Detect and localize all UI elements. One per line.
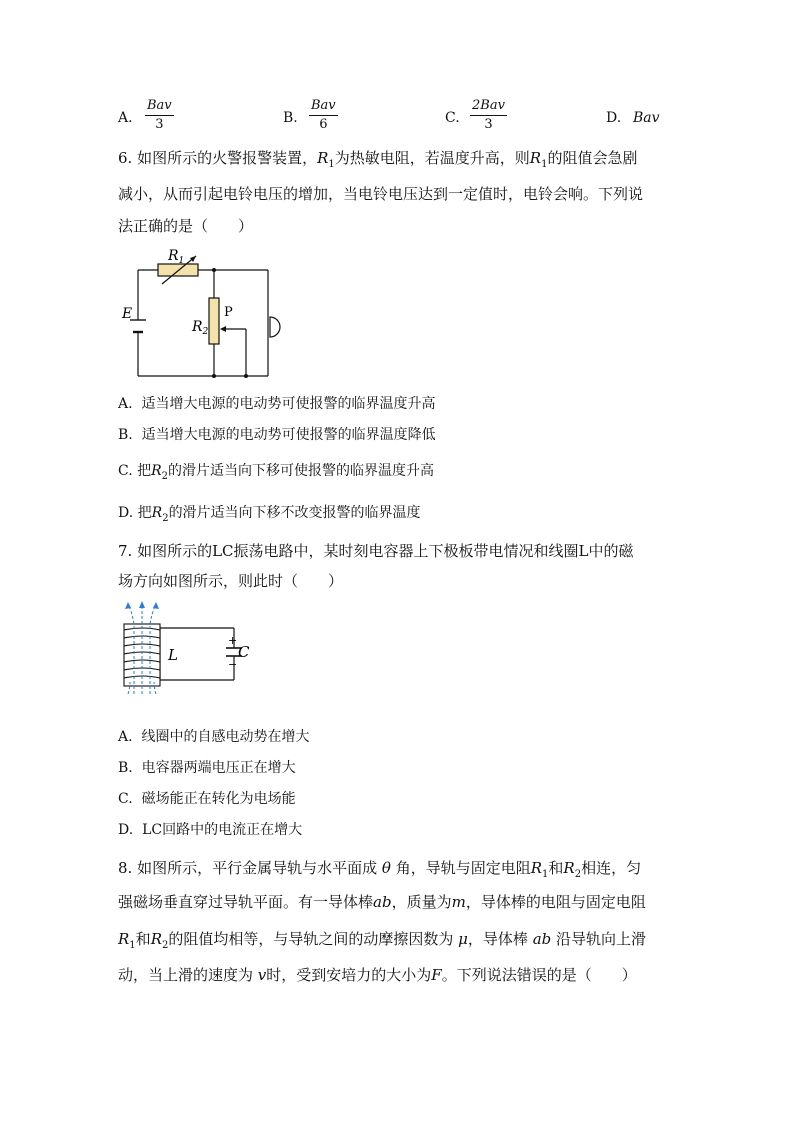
option-text: 的滑片适当向下移可使报警的临界温度升高: [168, 463, 435, 479]
r1-symbol: R: [118, 930, 130, 948]
r2-symbol: R: [563, 859, 575, 877]
option-label: C.: [118, 463, 133, 479]
q5-option-d-label: D.: [606, 110, 622, 126]
q8-stem-text: 和: [135, 930, 151, 948]
q6-r1-subscript: 1: [541, 159, 548, 170]
fig-p-label: P: [224, 305, 233, 320]
q5-option-b-label: B.: [283, 110, 298, 126]
r2-subscript: 2: [161, 940, 169, 951]
m-symbol: m: [451, 893, 466, 911]
option-label: D.: [118, 505, 134, 521]
q6-stem-line-1: [118, 147, 637, 176]
option-label: C.: [118, 791, 133, 807]
q8-stem-line-2: [118, 891, 646, 913]
r2-subscript: 2: [162, 512, 169, 524]
theta-symbol: θ: [381, 859, 391, 877]
q6-option-d: [118, 503, 421, 529]
fig-r1-label: $R_1$: [168, 248, 185, 266]
q6-stem-line-3: 法正确的是（ ）: [118, 217, 254, 235]
q7-option-c: [118, 789, 296, 809]
option-text: 适当增大电源的电动势可使报警的临界温度升高: [141, 396, 436, 412]
q8-stem-line-4: [118, 964, 637, 986]
r2-subscript: 2: [161, 470, 169, 482]
q7-lc-circuit-diagram: [112, 598, 262, 698]
fig-e-label: E: [122, 306, 133, 322]
option-label: A.: [118, 396, 133, 412]
q6-stem-text: 为热敏电阻，若温度升高，则: [334, 149, 530, 167]
q7-option-d: [118, 820, 302, 840]
f-symbol: F: [431, 966, 442, 984]
q6-option-a: [118, 394, 435, 414]
r2-rheostat: [209, 298, 219, 344]
q7-option-b: [118, 758, 296, 778]
q7-stem-line-2: 场方向如图所示，则此时（ ）: [118, 572, 344, 590]
q7-stem-line-1: 7. 如图所示的LC振荡电路中，某时刻电容器上下极板带电情况和线圈L中的磁: [118, 542, 634, 560]
field-direction-arrows: [125, 601, 159, 609]
v-symbol: v: [257, 966, 267, 984]
mu-symbol: μ: [458, 930, 468, 948]
q6-r1-symbol: R: [529, 149, 542, 167]
q7-option-a: [118, 727, 309, 747]
r1-subscript: 1: [542, 869, 549, 880]
capacitor-plus-sign: +: [228, 634, 238, 647]
q5-option-c-fraction: [470, 97, 507, 134]
q8-stem-text: 角，导轨与固定电阻: [395, 859, 531, 877]
q6-stem-text: 的阻值会急剧: [547, 149, 638, 167]
r2-subscript: 2: [574, 869, 582, 880]
q5-option-d-value: Bav: [633, 110, 660, 126]
q5-option-a-denominator: 3: [155, 117, 164, 132]
option-text: 磁场能正在转化为电场能: [141, 791, 296, 807]
q5-option-a-numerator: Bav: [145, 97, 174, 116]
q6-stem-line-2: 减小，从而引起电铃电压的增加，当电铃电压达到一定值时，电铃会响。下列说: [118, 185, 644, 203]
q6-r1-subscript: 1: [328, 159, 335, 170]
option-text: LC回路中的电流正在增大: [142, 822, 303, 838]
r1-symbol: R: [530, 859, 542, 877]
q5-option-b-denominator: 6: [319, 117, 328, 132]
q5-option-c-numerator: 2Bav: [470, 97, 507, 116]
q8-stem-text: 8. 如图所示，平行金属导轨与水平面成: [118, 859, 378, 877]
r2-symbol: R: [151, 463, 162, 479]
option-text: 把: [137, 463, 152, 479]
q8-stem-text: ，质量为: [391, 893, 452, 911]
q8-stem-text: 和: [548, 859, 564, 877]
option-text: 适当增大电源的电动势可使报警的临界温度降低: [141, 427, 436, 443]
q6-option-c: [118, 461, 434, 487]
q5-option-c-label: C.: [445, 110, 460, 126]
option-label: D.: [118, 822, 134, 838]
q5-option-c-denominator: 3: [484, 117, 493, 132]
q8-stem-text: 的阻值均相等，与导轨之间的动摩擦因数为: [168, 930, 454, 948]
r2-symbol: R: [150, 930, 162, 948]
fig-r2-label: $R_2$: [192, 319, 209, 337]
bell-icon: [270, 317, 280, 337]
q6-option-b: [118, 425, 436, 445]
q6-stem-text: 6. 如图所示的火警报警装置，: [118, 149, 318, 167]
q8-stem-text: 时，受到安培力的大小为: [266, 966, 432, 984]
capacitor-minus-sign: −: [228, 658, 238, 671]
q8-stem-text: 。下列说法错误的是（ ）: [441, 966, 637, 984]
ab-symbol: ab: [373, 893, 392, 911]
q8-stem-text: ，导体棒的电阻与固定电阻: [465, 893, 646, 911]
option-text: 把: [137, 505, 152, 521]
r2-symbol: R: [151, 505, 163, 521]
q6-r1-symbol: R: [317, 149, 329, 167]
q6-fire-alarm-circuit-diagram: [118, 246, 298, 381]
q8-stem-text: ，导体棒: [467, 930, 528, 948]
slider-p-arrow: [220, 326, 226, 332]
q5-option-b-numerator: Bav: [309, 97, 338, 116]
q5-option-b-fraction: [309, 97, 338, 134]
q8-stem-text: 强磁场垂直穿过导轨平面。有一导体棒: [118, 893, 374, 911]
q8-stem-line-3: [118, 928, 646, 957]
q8-stem-text: 动，当上滑的速度为: [118, 966, 254, 984]
q8-stem-text: 沿导轨向上滑: [556, 930, 647, 948]
option-text: 电容器两端电压正在增大: [141, 760, 296, 776]
option-label: B.: [118, 760, 133, 776]
fig-c-label: C: [238, 643, 250, 661]
option-label: B.: [118, 427, 133, 443]
q5-option-a-label: A.: [118, 110, 133, 126]
option-label: A.: [118, 729, 133, 745]
q8-stem-line-1: [118, 857, 641, 886]
ab-symbol: ab: [532, 930, 552, 948]
option-text: 的滑片适当向下移不改变报警的临界温度: [168, 505, 421, 521]
q5-option-a-fraction: [145, 97, 174, 134]
r1-subscript: 1: [129, 940, 136, 951]
q8-stem-text: 相连，匀: [581, 859, 642, 877]
option-text: 线圈中的自感电动势在增大: [141, 729, 310, 745]
fig-l-label: L: [168, 646, 178, 664]
